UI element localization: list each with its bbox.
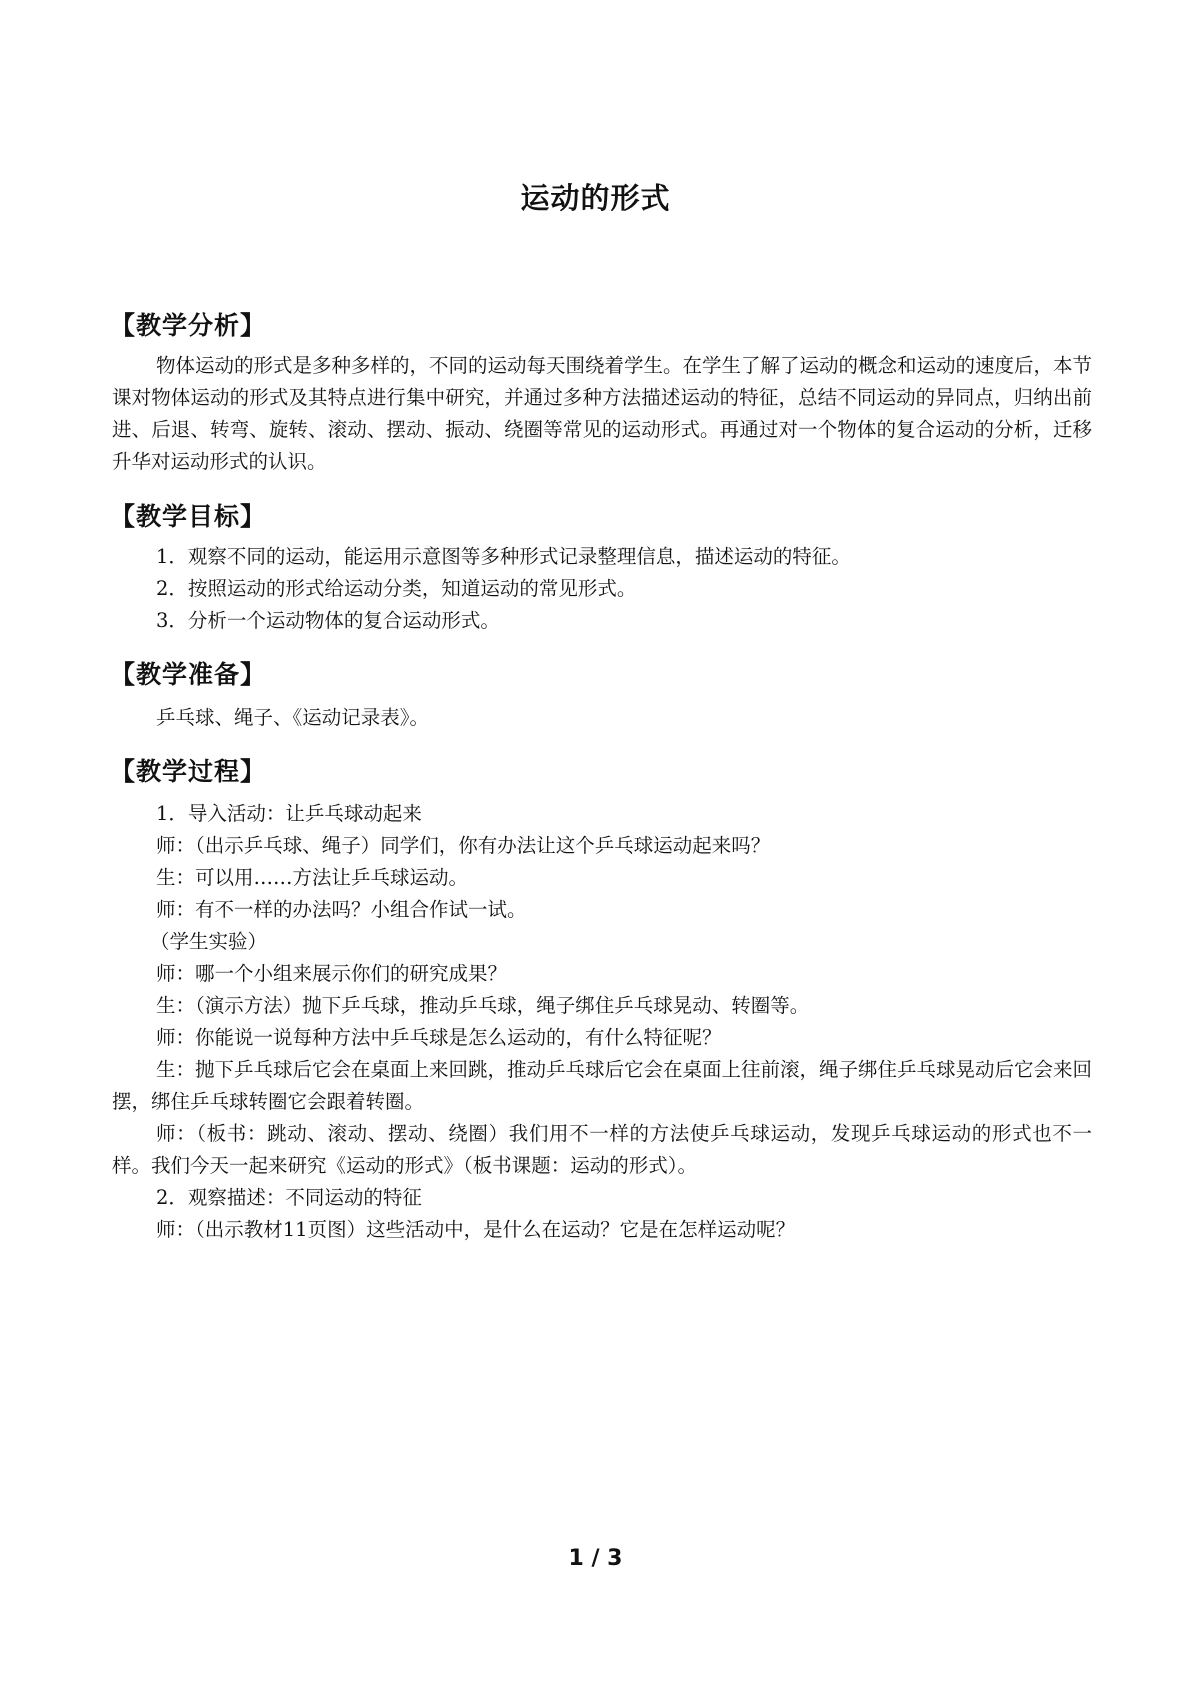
analysis-paragraph: 物体运动的形式是多种多样的，不同的运动每天围绕着学生。在学生了解了运动的概念和运动的速度后，本节课对物体运动的形式及其特点进行集中研究，并通过多种方法描述运动的特征，总结不同运动的异同点，归纳出前进、后退、转弯、旋转、滚动、摆动、振动、绕圈等常见的运动形式。再通过对一个物体的复合运动的分析，迁移升华对运动形式的认识。 — [112, 354, 1093, 473]
process-line: 2．观察描述：不同运动的特征 — [156, 1186, 422, 1209]
process-line: 生：可以用……方法让乒乓球运动。 — [156, 866, 469, 889]
process-line: （学生实验） — [150, 930, 268, 953]
process-line: 1．导入活动：让乒乓球动起来 — [156, 802, 422, 825]
goal-item: 1．观察不同的运动，能运用示意图等多种形式记录整理信息，描述运动的特征。 — [156, 545, 851, 568]
process-line: 师：（板书：跳动、滚动、摆动、绕圈）我们用不一样的方法使乒乓球运动，发现乒乓球运动的形式也不一样。我们今天一起来研究《运动的形式》（板书课题：运动的形式）。 — [112, 1122, 1092, 1177]
process-line: 师：（出示乒乓球、绳子）同学们，你有办法让这个乒乓球运动起来吗？ — [156, 834, 771, 857]
process-line: 师：你能说一说每种方法中乒乓球是怎么运动的，有什么特征呢？ — [156, 1026, 722, 1049]
goal-item: 3．分析一个运动物体的复合运动形式。 — [156, 609, 500, 632]
page-title: 运动的形式 — [520, 181, 671, 215]
preparation-text: 乒乓球、绳子、《运动记录表》。 — [156, 706, 430, 729]
process-line: 师：（出示教材11页图）这些活动中，是什么在运动？它是在怎样运动呢？ — [156, 1218, 796, 1241]
process-line: 师：哪一个小组来展示你们的研究成果？ — [156, 962, 508, 985]
goal-item: 2．按照运动的形式给运动分类，知道运动的常见形式。 — [156, 577, 637, 600]
section-heading-preparation: 【教学准备】 — [110, 660, 267, 689]
section-heading-analysis: 【教学分析】 — [110, 311, 267, 340]
page-number: 1 / 3 — [568, 1546, 623, 1571]
process-line: 师：有不一样的办法吗？小组合作试一试。 — [156, 898, 527, 921]
process-line: 生：抛下乒乓球后它会在桌面上来回跳，推动乒乓球后它会在桌面上往前滚，绳子绑住乒乓球晃动后它会来回摆，绑住乒乓球转圈它会跟着转圈。 — [112, 1058, 1093, 1113]
process-line: 生：（演示方法）抛下乒乓球，推动乒乓球，绳子绑住乒乓球晃动、转圈等。 — [156, 994, 810, 1017]
section-heading-goals: 【教学目标】 — [110, 502, 267, 531]
section-heading-process: 【教学过程】 — [110, 757, 267, 786]
